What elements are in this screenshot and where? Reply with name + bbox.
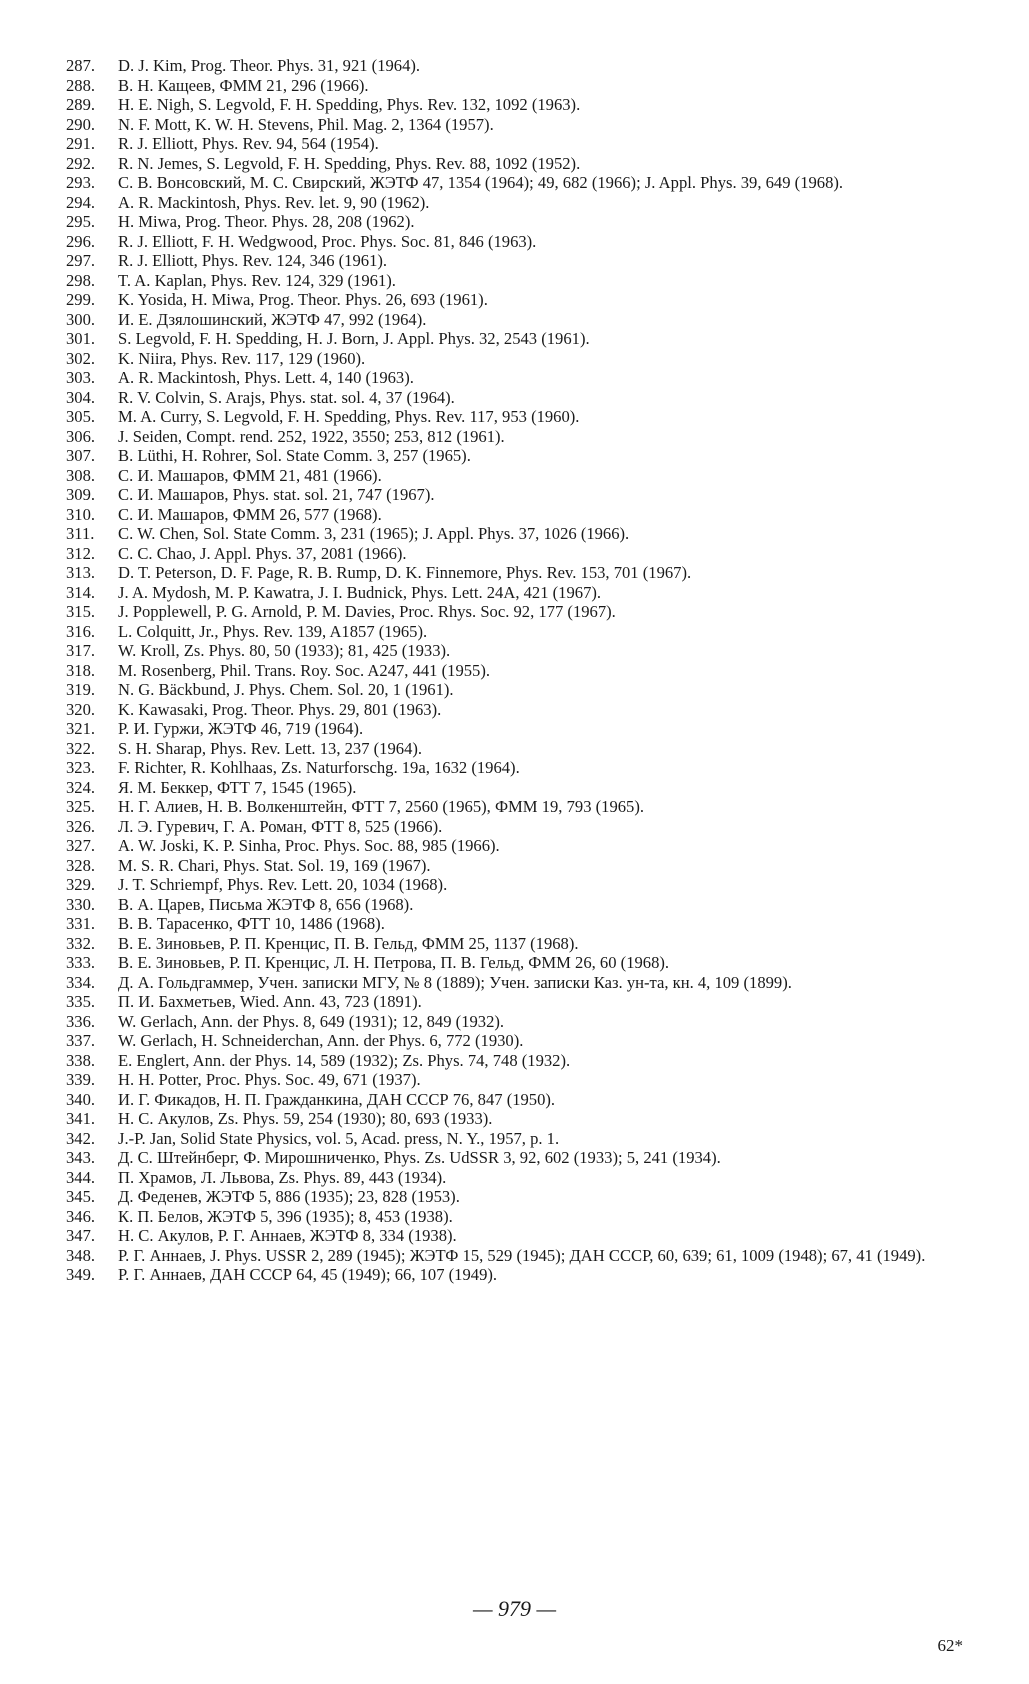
- page-number: — 979 —: [472, 1596, 557, 1621]
- reference-item: [66, 1129, 966, 1149]
- reference-item: [66, 1226, 966, 1246]
- reference-text: Н. Г. Алиев, Н. В. Волкенштейн, ФТТ 7, 2560 (1965), ФММ 19, 793 (1965).: [118, 797, 645, 816]
- reference-item: [66, 1246, 966, 1266]
- reference-number: 310.: [66, 504, 96, 524]
- reference-text: D. J. Kim, Prog. Theor. Phys. 31, 921 (1964).: [118, 56, 421, 75]
- reference-item: [66, 758, 966, 778]
- reference-item: [66, 1187, 966, 1207]
- reference-item: [66, 1051, 966, 1071]
- reference-number: 308.: [66, 465, 96, 485]
- reference-number: 341.: [66, 1109, 96, 1128]
- reference-item: [66, 193, 966, 213]
- reference-number: 305.: [66, 407, 96, 426]
- reference-text: Р. И. Гуржи, ЖЭТФ 46, 719 (1964).: [118, 719, 364, 738]
- reference-text: A. R. Mackintosh, Phys. Rev. let. 9, 90 (1962).: [118, 192, 430, 212]
- reference-text: С. И. Машаров, ФММ 21, 481 (1966).: [118, 465, 382, 485]
- reference-number: 348.: [66, 1245, 96, 1265]
- reference-text: В. Е. Зиновьев, Р. П. Кренцис, П. В. Гельд, ФММ 25, 1137 (1968).: [118, 933, 579, 953]
- reference-item: [66, 953, 966, 973]
- reference-number: 328.: [66, 855, 96, 875]
- reference-number: 319.: [66, 680, 96, 699]
- reference-item: [66, 895, 966, 915]
- reference-item: [66, 934, 966, 954]
- reference-number: 314.: [66, 582, 96, 602]
- reference-item: [66, 271, 966, 291]
- reference-number: 301.: [66, 329, 96, 348]
- reference-number: 337.: [66, 1031, 96, 1050]
- reference-text: Н. С. Акулов, Р. Г. Аннаев, ЖЭТФ 8, 334 (1938).: [118, 1226, 457, 1245]
- reference-text: R. N. Jemes, S. Legvold, F. H. Spedding, Phys. Rev. 88, 1092 (1952).: [118, 153, 581, 173]
- reference-number: 287.: [66, 56, 96, 75]
- reference-number: 304.: [66, 387, 96, 407]
- reference-number: 338.: [66, 1050, 96, 1070]
- reference-text: R. J. Elliott, Phys. Rev. 124, 346 (1961).: [118, 251, 388, 270]
- reference-text: D. T. Peterson, D. F. Page, R. B. Rump, D. K. Finnemore, Phys. Rev. 153, 701 (1967).: [118, 563, 692, 582]
- reference-item: [66, 817, 966, 837]
- reference-text: N. F. Mott, K. W. H. Stevens, Phil. Mag. 2, 1364 (1957).: [118, 114, 494, 134]
- reference-item: [66, 1031, 966, 1051]
- reference-item: [66, 95, 966, 115]
- reference-text: И. Е. Дзялошинский, ЖЭТФ 47, 992 (1964).: [118, 309, 427, 329]
- reference-item: [66, 466, 966, 486]
- reference-number: 300.: [66, 309, 96, 329]
- reference-text: M. Rosenberg, Phil. Trans. Roy. Soc. A247, 441 (1955).: [118, 660, 491, 680]
- reference-item: [66, 427, 966, 447]
- reference-text: C. W. Chen, Sol. State Comm. 3, 231 (1965); J. Appl. Phys. 37, 1026 (1966).: [118, 524, 630, 543]
- reference-number: 331.: [66, 914, 96, 933]
- reference-number: 296.: [66, 231, 96, 251]
- reference-text: K. Kawasaki, Prog. Theor. Phys. 29, 801 (1963).: [118, 699, 442, 719]
- reference-number: 307.: [66, 446, 96, 465]
- reference-number: 315.: [66, 602, 96, 621]
- reference-text: К. П. Белов, ЖЭТФ 5, 396 (1935); 8, 453 (1938).: [118, 1206, 453, 1226]
- reference-text: Д. Феденев, ЖЭТФ 5, 886 (1935); 23, 828 (1953).: [118, 1187, 460, 1206]
- reference-text: Л. Э. Гуревич, Г. А. Роман, ФТТ 8, 525 (1966).: [118, 816, 443, 836]
- reference-number: 311.: [66, 524, 95, 543]
- reference-number: 339.: [66, 1070, 96, 1089]
- reference-text: T. A. Kaplan, Phys. Rev. 124, 329 (1961).: [118, 270, 396, 290]
- reference-text: J.-P. Jan, Solid State Physics, vol. 5, Acad. press, N. Y., 1957, p. 1.: [118, 1128, 560, 1148]
- reference-number: 324.: [66, 777, 96, 797]
- reference-number: 292.: [66, 153, 96, 173]
- reference-text: J. T. Schriempf, Phys. Rev. Lett. 20, 1034 (1968).: [118, 875, 448, 894]
- reference-item: [66, 407, 966, 427]
- reference-text: П. Храмов, Л. Львова, Zs. Phys. 89, 443 (1934).: [118, 1167, 447, 1187]
- reference-number: 349.: [66, 1265, 96, 1284]
- reference-item: [66, 778, 966, 798]
- reference-number: 340.: [66, 1089, 96, 1109]
- reference-item: [66, 1070, 966, 1090]
- reference-item: [66, 290, 966, 310]
- reference-number: 329.: [66, 875, 96, 894]
- reference-number: 313.: [66, 563, 96, 582]
- reference-text: Р. Г. Аннаев, ДАН СССР 64, 45 (1949); 66, 107 (1949).: [118, 1265, 498, 1284]
- reference-number: 288.: [66, 75, 96, 95]
- reference-number: 309.: [66, 485, 96, 504]
- reference-number: 322.: [66, 738, 96, 758]
- reference-text: H. E. Nigh, S. Legvold, F. H. Spedding, Phys. Rev. 132, 1092 (1963).: [118, 95, 581, 114]
- reference-item: [66, 505, 966, 525]
- reference-text: С. В. Вонсовский, М. С. Свирский, ЖЭТФ 47, 1354 (1964); 49, 682 (1966); J. Appl. Phys. 39, 649 (1968).: [118, 173, 844, 192]
- reference-text: N. G. Bäckbund, J. Phys. Chem. Sol. 20, 1 (1961).: [118, 680, 454, 699]
- reference-item: [66, 251, 966, 271]
- reference-item: [66, 641, 966, 661]
- reference-text: E. Englert, Ann. der Phys. 14, 589 (1932); Zs. Phys. 74, 748 (1932).: [118, 1050, 571, 1070]
- reference-text: W. Kroll, Zs. Phys. 80, 50 (1933); 81, 425 (1933).: [118, 641, 451, 660]
- reference-number: 345.: [66, 1187, 96, 1206]
- signature-mark: 62*: [937, 1636, 963, 1655]
- reference-text: H. Miwa, Prog. Theor. Phys. 28, 208 (1962).: [118, 212, 415, 231]
- reference-text: Р. Г. Аннаев, J. Phys. USSR 2, 289 (1945); ЖЭТФ 15, 529 (1945); ДАН СССР, 60, 639; 61, 1009 (1948); 67, 41 (1949).: [118, 1245, 926, 1265]
- reference-number: 297.: [66, 251, 96, 270]
- reference-text: Н. С. Акулов, Zs. Phys. 59, 254 (1930); 80, 693 (1933).: [118, 1109, 493, 1128]
- reference-number: 293.: [66, 173, 96, 192]
- reference-item: [66, 739, 966, 759]
- reference-text: F. Richter, R. Kohlhaas, Zs. Naturforschg. 19a, 1632 (1964).: [118, 758, 520, 777]
- reference-number: 326.: [66, 816, 96, 836]
- reference-item: [66, 544, 966, 564]
- reference-text: R. J. Elliott, F. H. Wedgwood, Proc. Phys. Soc. 81, 846 (1963).: [118, 231, 537, 251]
- reference-text: K. Yosida, H. Miwa, Prog. Theor. Phys. 26, 693 (1961).: [118, 290, 488, 309]
- reference-item: [66, 349, 966, 369]
- reference-text: J. A. Mydosh, M. P. Kawatra, J. I. Budnick, Phys. Lett. 24A, 421 (1967).: [118, 582, 602, 602]
- reference-item: [66, 446, 966, 466]
- reference-text: Д. С. Штейнберг, Ф. Мирошниченко, Phys. Zs. UdSSR 3, 92, 602 (1933); 5, 241 (1934).: [118, 1148, 721, 1167]
- reference-item: [66, 797, 966, 817]
- reference-number: 299.: [66, 290, 96, 309]
- reference-number: 327.: [66, 836, 96, 855]
- reference-text: C. C. Chao, J. Appl. Phys. 37, 2081 (1966).: [118, 543, 407, 563]
- reference-list: [66, 56, 966, 1285]
- reference-item: [66, 1168, 966, 1188]
- reference-number: 290.: [66, 114, 96, 134]
- reference-item: [66, 1109, 966, 1129]
- reference-item: [66, 368, 966, 388]
- reference-number: 330.: [66, 894, 96, 914]
- reference-text: K. Niira, Phys. Rev. 117, 129 (1960).: [118, 348, 366, 368]
- reference-item: [66, 1265, 966, 1285]
- reference-item: [66, 173, 966, 193]
- reference-item: [66, 56, 966, 76]
- reference-text: R. J. Elliott, Phys. Rev. 94, 564 (1954).: [118, 134, 379, 153]
- reference-text: M. S. R. Chari, Phys. Stat. Sol. 19, 169 (1967).: [118, 855, 431, 875]
- reference-text: S. H. Sharap, Phys. Rev. Lett. 13, 237 (1964).: [118, 738, 423, 758]
- reference-text: Д. А. Гольдгаммер, Учен. записки МГУ, № 8 (1889); Учен. записки Каз. ун-та, кн. 4, 109 (1899).: [118, 972, 792, 992]
- reference-number: 312.: [66, 543, 96, 563]
- reference-number: 316.: [66, 621, 96, 641]
- reference-number: 336.: [66, 1011, 96, 1031]
- reference-item: [66, 914, 966, 934]
- reference-item: [66, 563, 966, 583]
- reference-text: Я. М. Беккер, ФТТ 7, 1545 (1965).: [118, 777, 357, 797]
- reference-text: W. Gerlach, H. Schneiderchan, Ann. der Phys. 6, 772 (1930).: [118, 1031, 524, 1050]
- reference-number: 306.: [66, 426, 96, 446]
- reference-number: 334.: [66, 972, 96, 992]
- reference-text: J. Popplewell, P. G. Arnold, P. M. Davies, Proc. Rhys. Soc. 92, 177 (1967).: [118, 602, 616, 621]
- reference-item: [66, 622, 966, 642]
- reference-number: 291.: [66, 134, 96, 153]
- reference-number: 325.: [66, 797, 96, 816]
- reference-text: L. Colquitt, Jr., Phys. Rev. 139, A1857 (1965).: [118, 621, 428, 641]
- reference-number: 298.: [66, 270, 96, 290]
- reference-item: [66, 973, 966, 993]
- reference-item: [66, 1207, 966, 1227]
- reference-item: [66, 388, 966, 408]
- reference-number: 289.: [66, 95, 96, 114]
- reference-item: [66, 329, 966, 349]
- reference-number: 323.: [66, 758, 96, 777]
- reference-number: 294.: [66, 192, 96, 212]
- reference-text: H. H. Potter, Proc. Phys. Soc. 49, 671 (1937).: [118, 1070, 421, 1089]
- reference-number: 343.: [66, 1148, 96, 1167]
- reference-text: В. А. Царев, Письма ЖЭТФ 8, 656 (1968).: [118, 894, 414, 914]
- reference-number: 346.: [66, 1206, 96, 1226]
- reference-item: [66, 583, 966, 603]
- reference-text: П. И. Бахметьев, Wied. Ann. 43, 723 (1891).: [118, 992, 422, 1011]
- reference-text: M. A. Curry, S. Legvold, F. H. Spedding, Phys. Rev. 117, 953 (1960).: [118, 407, 580, 426]
- reference-item: [66, 836, 966, 856]
- reference-item: [66, 856, 966, 876]
- reference-item: [66, 310, 966, 330]
- reference-item: [66, 485, 966, 505]
- reference-item: [66, 680, 966, 700]
- reference-number: 303.: [66, 368, 96, 387]
- reference-item: [66, 232, 966, 252]
- reference-text: R. V. Colvin, S. Arajs, Phys. stat. sol. 4, 37 (1964).: [118, 387, 455, 407]
- reference-number: 318.: [66, 660, 96, 680]
- reference-text: В. В. Тарасенко, ФТТ 10, 1486 (1968).: [118, 914, 385, 933]
- reference-item: [66, 1012, 966, 1032]
- reference-item: [66, 992, 966, 1012]
- reference-item: [66, 134, 966, 154]
- reference-text: С. И. Машаров, ФММ 26, 577 (1968).: [118, 504, 382, 524]
- reference-text: В. Н. Кащеев, ФММ 21, 296 (1966).: [118, 75, 369, 95]
- reference-text: С. И. Машаров, Phys. stat. sol. 21, 747 (1967).: [118, 485, 435, 504]
- reference-item: [66, 661, 966, 681]
- reference-number: 317.: [66, 641, 96, 660]
- reference-item: [66, 76, 966, 96]
- reference-item: [66, 700, 966, 720]
- reference-item: [66, 719, 966, 739]
- reference-number: 321.: [66, 719, 96, 738]
- reference-number: 332.: [66, 933, 96, 953]
- reference-item: [66, 875, 966, 895]
- reference-item: [66, 602, 966, 622]
- reference-number: 335.: [66, 992, 96, 1011]
- reference-number: 302.: [66, 348, 96, 368]
- reference-text: И. Г. Фикадов, Н. П. Гражданкина, ДАН СССР 76, 847 (1950).: [118, 1089, 556, 1109]
- reference-number: 344.: [66, 1167, 96, 1187]
- reference-item: [66, 524, 966, 544]
- reference-text: В. Е. Зиновьев, Р. П. Кренцис, Л. Н. Петрова, П. В. Гельд, ФММ 26, 60 (1968).: [118, 953, 670, 972]
- reference-number: 347.: [66, 1226, 96, 1245]
- reference-text: A. R. Mackintosh, Phys. Lett. 4, 140 (1963).: [118, 368, 414, 387]
- reference-item: [66, 1090, 966, 1110]
- reference-number: 342.: [66, 1128, 96, 1148]
- reference-number: 333.: [66, 953, 96, 972]
- reference-item: [66, 115, 966, 135]
- reference-text: B. Lüthi, H. Rohrer, Sol. State Comm. 3, 257 (1965).: [118, 446, 471, 465]
- reference-text: A. W. Joski, K. P. Sinha, Proc. Phys. Soc. 88, 985 (1966).: [118, 836, 500, 855]
- reference-text: S. Legvold, F. H. Spedding, H. J. Born, J. Appl. Phys. 32, 2543 (1961).: [118, 329, 590, 348]
- reference-text: W. Gerlach, Ann. der Phys. 8, 649 (1931); 12, 849 (1932).: [118, 1011, 505, 1031]
- reference-number: 320.: [66, 699, 96, 719]
- reference-number: 295.: [66, 212, 96, 231]
- reference-text: J. Seiden, Compt. rend. 252, 1922, 3550; 253, 812 (1961).: [118, 426, 505, 446]
- reference-item: [66, 212, 966, 232]
- reference-item: [66, 1148, 966, 1168]
- reference-item: [66, 154, 966, 174]
